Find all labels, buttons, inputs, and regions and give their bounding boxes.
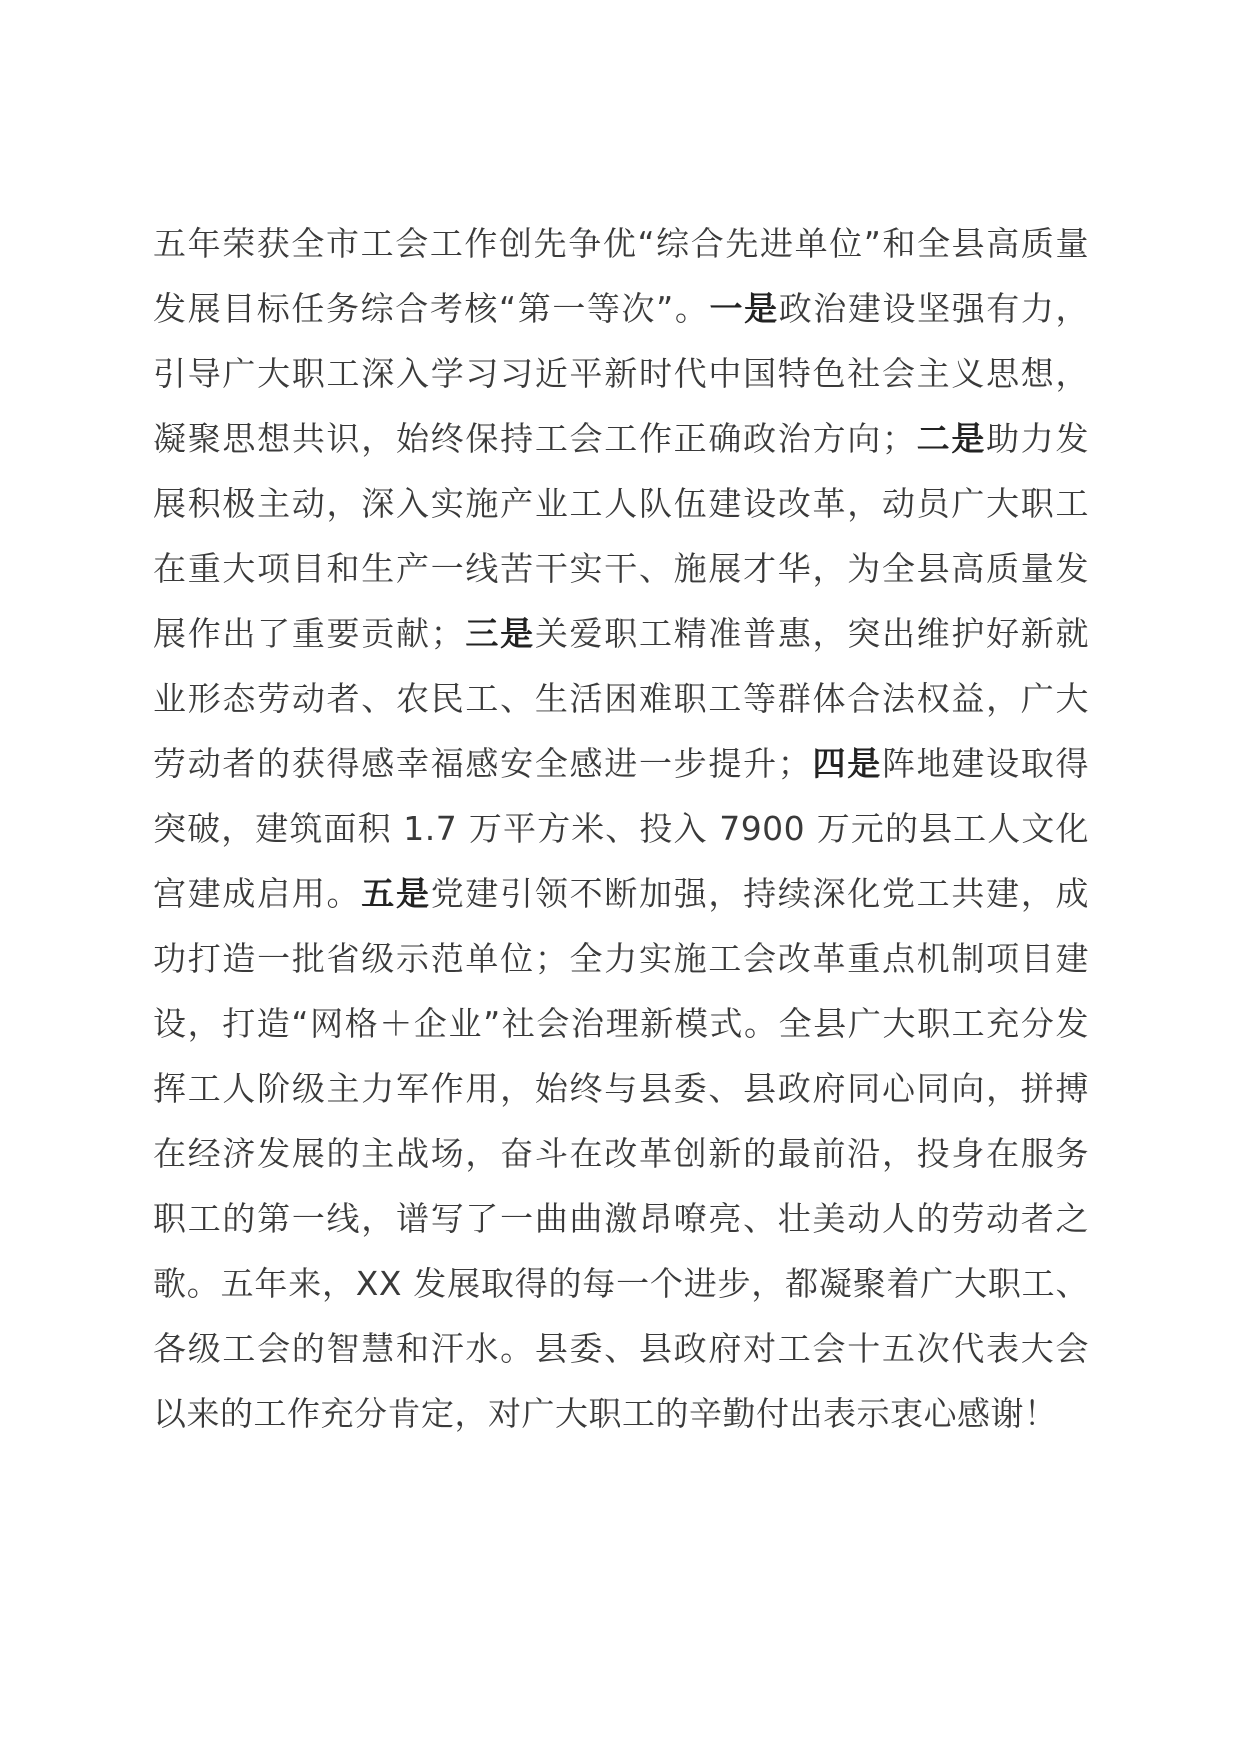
text-run: 五年荣获全市工会工作创先争优“综合先进单位”和全县高质量发展目标任务综合考核“第一等次”。 [153, 224, 1089, 328]
bold-marker-three: 三是 [464, 614, 535, 653]
bold-marker-five: 五是 [361, 874, 431, 913]
text-run: 阵地建设取得突破，建筑面积 1.7 万平方米、投入 7900 万元的县工人文化宫建成启用。 [153, 744, 1090, 913]
bold-marker-two: 二是 [915, 419, 987, 458]
body-paragraph [153, 211, 1089, 1446]
text-run: 助力发展积极主动，深入实施产业工人队伍建设改革，动员广大职工在重大项目和生产一线苦干实干、施展才华，为全县高质量发展作出了重要贡献； [153, 419, 1090, 653]
bold-marker-one: 一是 [709, 289, 779, 328]
text-run: 政治建设坚强有力，引导广大职工深入学习习近平新时代中国特色社会主义思想，凝聚思想共识，始终保持工会工作正确政治方向； [153, 289, 1090, 458]
text-run: 关爱职工精准普惠，突出维护好新就业形态劳动者、农民工、生活困难职工等群体合法权益，广大劳动者的获得感幸福感安全感进一步提升； [153, 614, 1090, 783]
text-run: 党建引领不断加强，持续深化党工共建，成功打造一批省级示范单位；全力实施工会改革重点机制项目建设，打造“网格＋企业”社会治理新模式。全县广大职工充分发挥工人阶级主力军作用，始终与县委、县政府同心同向，拼搏在经济发展的主战场，奋斗在改革创新的最前沿，投身在服务职工的第一线，谱写了一曲曲激昂嘹亮、壮美动人的劳动者之歌。五年来，XX 发展取得的每一个进步，都凝聚着广大职工、各级工会的智慧和汗水。县委、县政府对工会十五次代表大会以来的工作充分肯定，对广大职工的辛勤付出表示衷心感谢！ [153, 874, 1090, 1433]
bold-marker-four: 四是 [811, 744, 882, 783]
